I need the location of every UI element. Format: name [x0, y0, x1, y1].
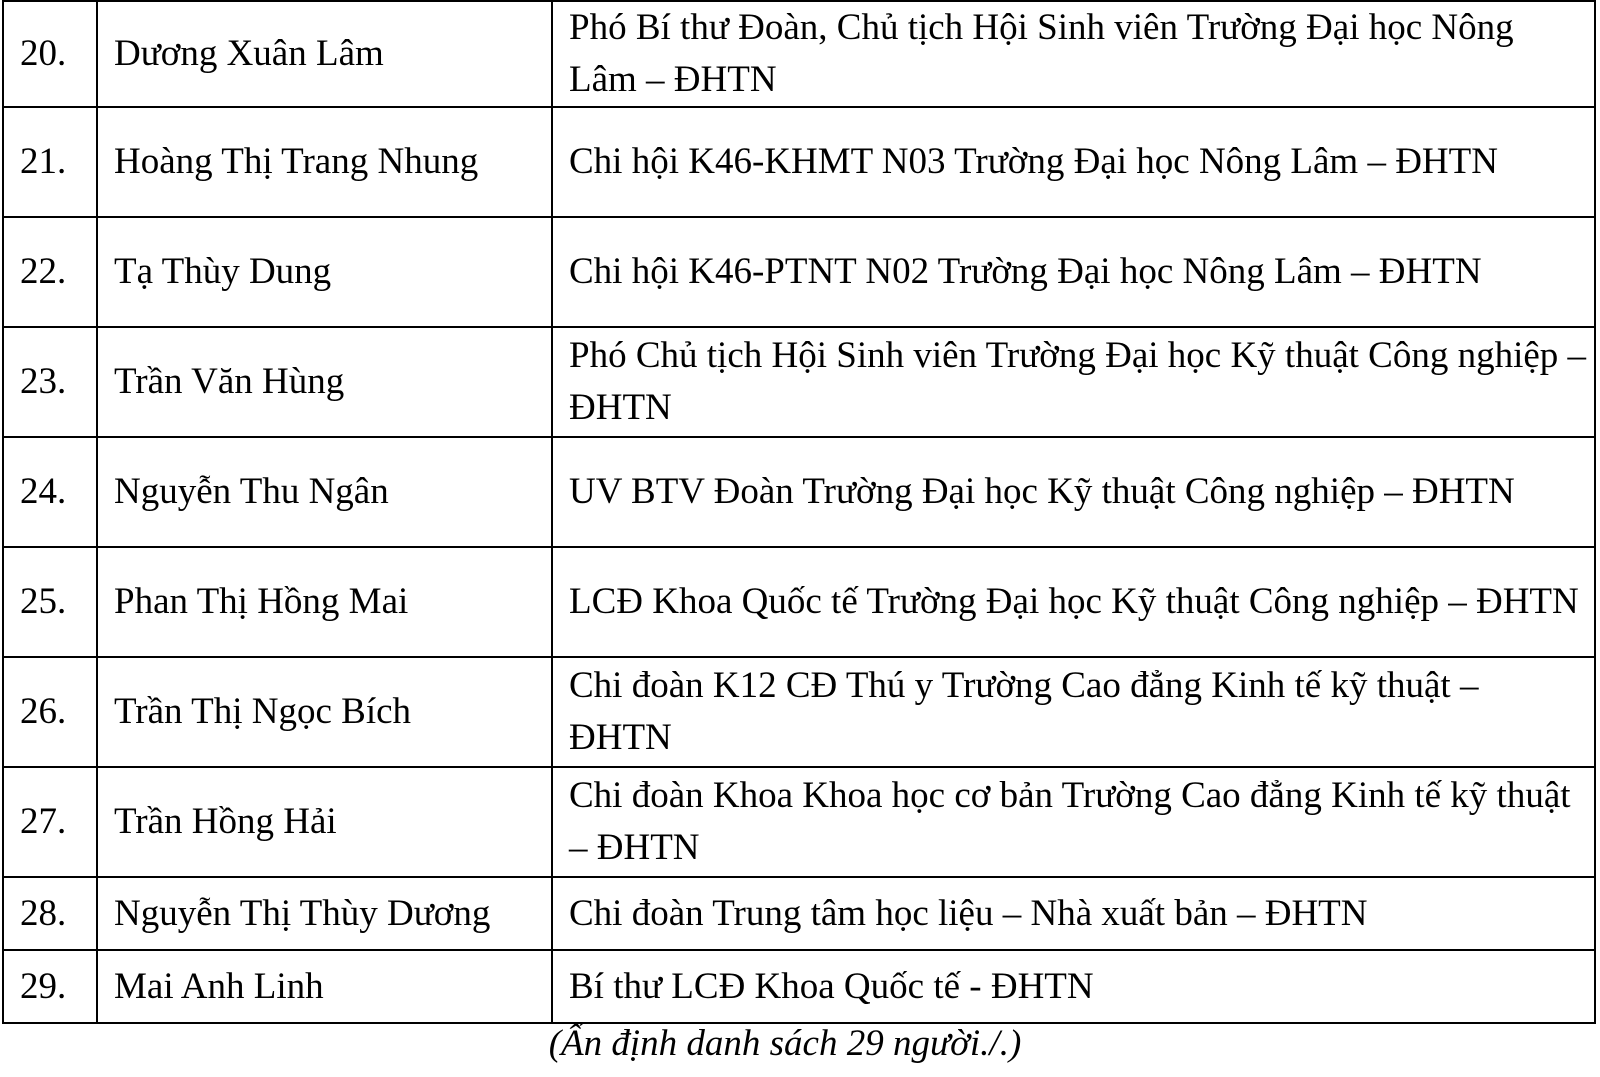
table-row [3, 327, 1595, 437]
member-unit: Chi đoàn Khoa Khoa học cơ bản Trường Cao đẳng Kinh tế kỹ thuật – ĐHTN [552, 767, 1595, 877]
member-unit: LCĐ Khoa Quốc tế Trường Đại học Kỹ thuật Công nghiệp – ĐHTN [552, 547, 1595, 657]
member-unit: Chi hội K46-PTNT N02 Trường Đại học Nông Lâm – ĐHTN [552, 217, 1595, 327]
table-row [3, 767, 1595, 877]
list-closing-note: (Ấn định danh sách 29 người./.) [548, 1023, 1022, 1064]
table-row [3, 547, 1595, 657]
member-name: Dương Xuân Lâm [97, 1, 552, 107]
table-row [3, 437, 1595, 547]
row-number: 27. [3, 767, 97, 877]
row-number: 21. [3, 107, 97, 217]
table-row [3, 657, 1595, 767]
row-number: 28. [3, 877, 97, 950]
member-unit: Phó Chủ tịch Hội Sinh viên Trường Đại học Kỹ thuật Công nghiệp – ĐHTN [552, 327, 1595, 437]
row-number: 26. [3, 657, 97, 767]
member-name: Phan Thị Hồng Mai [97, 547, 552, 657]
row-number: 24. [3, 437, 97, 547]
member-unit: Phó Bí thư Đoàn, Chủ tịch Hội Sinh viên Trường Đại học Nông Lâm – ĐHTN [552, 1, 1595, 107]
row-number: 25. [3, 547, 97, 657]
table-row [3, 107, 1595, 217]
member-list-table [2, 0, 1596, 1024]
table-row [3, 950, 1595, 1023]
table-row [3, 217, 1595, 327]
member-name: Nguyễn Thị Thùy Dương [97, 877, 552, 950]
member-unit: Chi đoàn K12 CĐ Thú y Trường Cao đẳng Kinh tế kỹ thuật – ĐHTN [552, 657, 1595, 767]
member-unit: Chi hội K46-KHMT N03 Trường Đại học Nông Lâm – ĐHTN [552, 107, 1595, 217]
member-unit: UV BTV Đoàn Trường Đại học Kỹ thuật Công nghiệp – ĐHTN [552, 437, 1595, 547]
table-row [3, 877, 1595, 950]
member-unit: Bí thư LCĐ Khoa Quốc tế - ĐHTN [552, 950, 1595, 1023]
member-name: Mai Anh Linh [97, 950, 552, 1023]
member-name: Trần Văn Hùng [97, 327, 552, 437]
member-name: Tạ Thùy Dung [97, 217, 552, 327]
member-name: Nguyễn Thu Ngân [97, 437, 552, 547]
table-row [3, 1, 1595, 107]
row-number: 29. [3, 950, 97, 1023]
member-unit: Chi đoàn Trung tâm học liệu – Nhà xuất bản – ĐHTN [552, 877, 1595, 950]
row-number: 22. [3, 217, 97, 327]
member-name: Trần Thị Ngọc Bích [97, 657, 552, 767]
row-number: 23. [3, 327, 97, 437]
member-name: Trần Hồng Hải [97, 767, 552, 877]
member-name: Hoàng Thị Trang Nhung [97, 107, 552, 217]
row-number: 20. [3, 1, 97, 107]
